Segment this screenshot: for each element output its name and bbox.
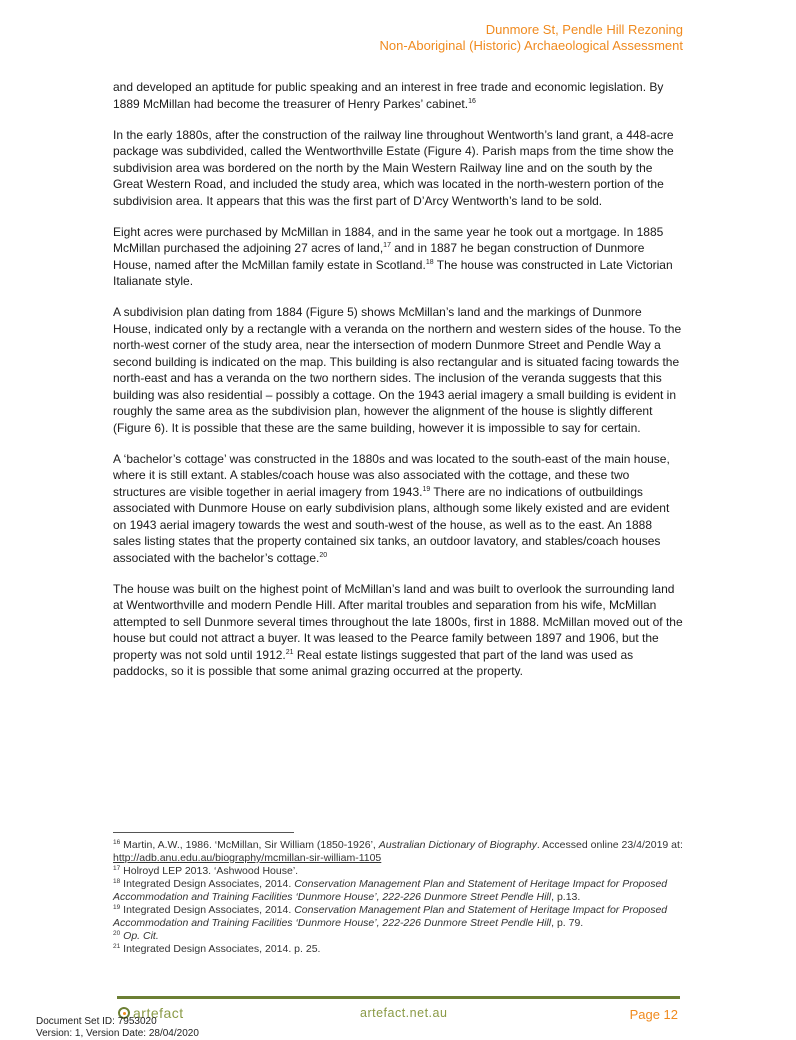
paragraph-1-text: and developed an aptitude for public speaking and an interest in free trade and economic legislation. By 1889 McMillan had become the treasurer of Henry Parkes’ cabinet.: [113, 80, 664, 111]
footnote-title: Op. Cit.: [120, 930, 159, 942]
website-link[interactable]: artefact.net.au: [360, 1006, 448, 1020]
footnote-number: 19: [113, 904, 121, 911]
footer-divider: [117, 996, 680, 999]
footnote-ref-18[interactable]: 18: [425, 258, 434, 266]
footnote-19: [113, 904, 683, 930]
paragraph-3-text-a: Eight acres were purchased by McMillan in 1884, and in the same year he took out a mortgage. In 1885 McMillan purchased the adjoining 27 acres of land,: [113, 224, 664, 255]
footnote-16: [113, 839, 683, 865]
paragraph-4: [113, 304, 683, 436]
paragraph-5-text-b: There are no indications of outbuildings associated with Dunmore House on early subdivision plans, although some likely existed and are evident on 1943 aerial imagery towards the west and south-west of the house, as well as to the east. An 1888 sales listing states that the property contained six tanks, an outdoor lavatory, and stables/coach houses associated with the bachelor’s cottage.: [113, 484, 670, 565]
footnote-number: 16: [113, 839, 121, 846]
header-title: Dunmore St, Pendle Hill Rezoning: [485, 22, 683, 37]
paragraph-3-text-c: The house was constructed in Late Victorian Italianate style.: [113, 257, 673, 288]
footnote-text: Integrated Design Associates, 2014.: [120, 904, 295, 916]
paragraph-5-text-a: A ‘bachelor’s cottage’ was constructed in the 1880s and was located to the south-east of the main house, where it is still extant. A stables/coach house was also associated with the cottage, and these two structures are visible together in aerial imagery from 1943.: [113, 451, 670, 499]
paragraph-6: [113, 581, 683, 680]
page-number: Page 12: [629, 1007, 678, 1022]
footnote-number: 17: [113, 865, 121, 872]
footnote-number: 21: [113, 943, 121, 950]
body-text: [113, 79, 683, 694]
header-subtitle: Non-Aboriginal (Historic) Archaeological Assessment: [379, 38, 683, 53]
paragraph-5: [113, 451, 683, 567]
paragraph-2-text: In the early 1880s, after the construction of the railway line throughout Wentworth’s land grant, a 448-acre package was subdivided, called the Wentworthville Estate (Figure 4). Parish maps from the time show the subdivision area was bordered on the north by the Main Western Railway line and on the south by the Great Western Road, and included the study area, which was located in the north-western portion of the subdivision area. It appears that this was the first part of D’Arcy Wentworth’s land to be sold.: [113, 127, 674, 208]
page-header: [380, 22, 683, 54]
document-version: Version: 1, Version Date: 28/04/2020: [36, 1028, 199, 1039]
footnote-text: Integrated Design Associates, 2014.: [120, 878, 295, 890]
footnote-ref-17[interactable]: 17: [383, 242, 391, 249]
footnote-link[interactable]: http://adb.anu.edu.au/biography/mcmillan-sir-william-1105: [113, 852, 382, 864]
footnote-text: Integrated Design Associates, 2014. p. 25.: [120, 943, 321, 955]
paragraph-2: [113, 127, 683, 210]
footnote-text: . Accessed online 23/4/2019 at:: [536, 839, 683, 851]
footnote-title: Conservation Management Plan and Statement of Heritage Impact for Proposed Accommodation and Training Facilities ‘Dunmore House’, 222-226 Dunmore Street Pendle Hill: [113, 878, 668, 903]
footnote-text: Holroyd LEP 2013. ‘Ashwood House’.: [120, 865, 299, 877]
paragraph-6-text-b: Real estate listings suggested that part of the land was used as paddocks, so it is possible that some animal grazing occurred at the property.: [113, 647, 634, 678]
footnote-ref-21[interactable]: 21: [285, 648, 294, 656]
footnote-number: 20: [113, 930, 121, 937]
footnotes: [113, 839, 683, 956]
logo-wordmark: artefact: [133, 1005, 184, 1021]
footnote-text: , p.13.: [551, 891, 581, 903]
footnote-title: Australian Dictionary of Biography: [378, 839, 537, 851]
document-set-id: Document Set ID: 7953020: [36, 1016, 157, 1027]
footnote-divider: [113, 832, 294, 833]
footnote-21: [113, 943, 683, 956]
paragraph-3-text-b: and in 1887 he began construction of Dunmore House, named after the McMillan family estate in Scotland.: [113, 241, 645, 272]
footnote-ref-20[interactable]: 20: [319, 551, 328, 559]
footnote-18: [113, 878, 683, 904]
footnote-17: [113, 865, 683, 878]
document-set-info: [36, 1016, 199, 1040]
footnote-number: 18: [113, 878, 121, 885]
footnote-20: [113, 930, 683, 943]
paragraph-4-text: A subdivision plan dating from 1884 (Figure 5) shows McMillan’s land and the markings of Dunmore House, indicated only by a rectangle with a veranda on the northern and western sides of the house. To the north-west corner of the study area, near the intersection of modern Dunmore Street and Pendle Way a second building is indicated on the map. This building is also rectangular and is situated facing towards the north-east and has a veranda on the two northern sides. The inclusion of the veranda suggests that this building was also residential – possibly a cottage. On the 1943 aerial imagery a small building is evident in roughly the same area as the subdivision plan, however the alignment of the house is slightly different (Figure 6). It is possible that these are the same building, however it is impossible to say for certain.: [113, 305, 682, 435]
paragraph-3: [113, 224, 683, 290]
footnote-ref-16[interactable]: 16: [468, 97, 476, 105]
footnote-title: Conservation Management Plan and Statement of Heritage Impact for Proposed Accommodation and Training Facilities ‘Dunmore House’, 222-226 Dunmore Street Pendle Hill: [113, 904, 668, 929]
footnote-text: Martin, A.W., 1986. ‘McMillan, Sir William (1850-1926’,: [120, 839, 379, 851]
footnote-text: , p. 79.: [551, 917, 584, 929]
paragraph-1: [113, 79, 683, 112]
paragraph-6-text-a: The house was built on the highest point of McMillan’s land and was built to overlook the surrounding land at Wentworthville and modern Pendle Hill. After marital troubles and separation from his wife, McMillan attempted to sell Dunmore several times throughout the late 1800s, first in 1888. McMillan moved out of the house but could not attract a buyer. It was leased to the Pearce family between 1897 and 1906, but the property was not sold until 1912.: [113, 581, 683, 662]
footnote-ref-19[interactable]: 19: [422, 485, 431, 493]
